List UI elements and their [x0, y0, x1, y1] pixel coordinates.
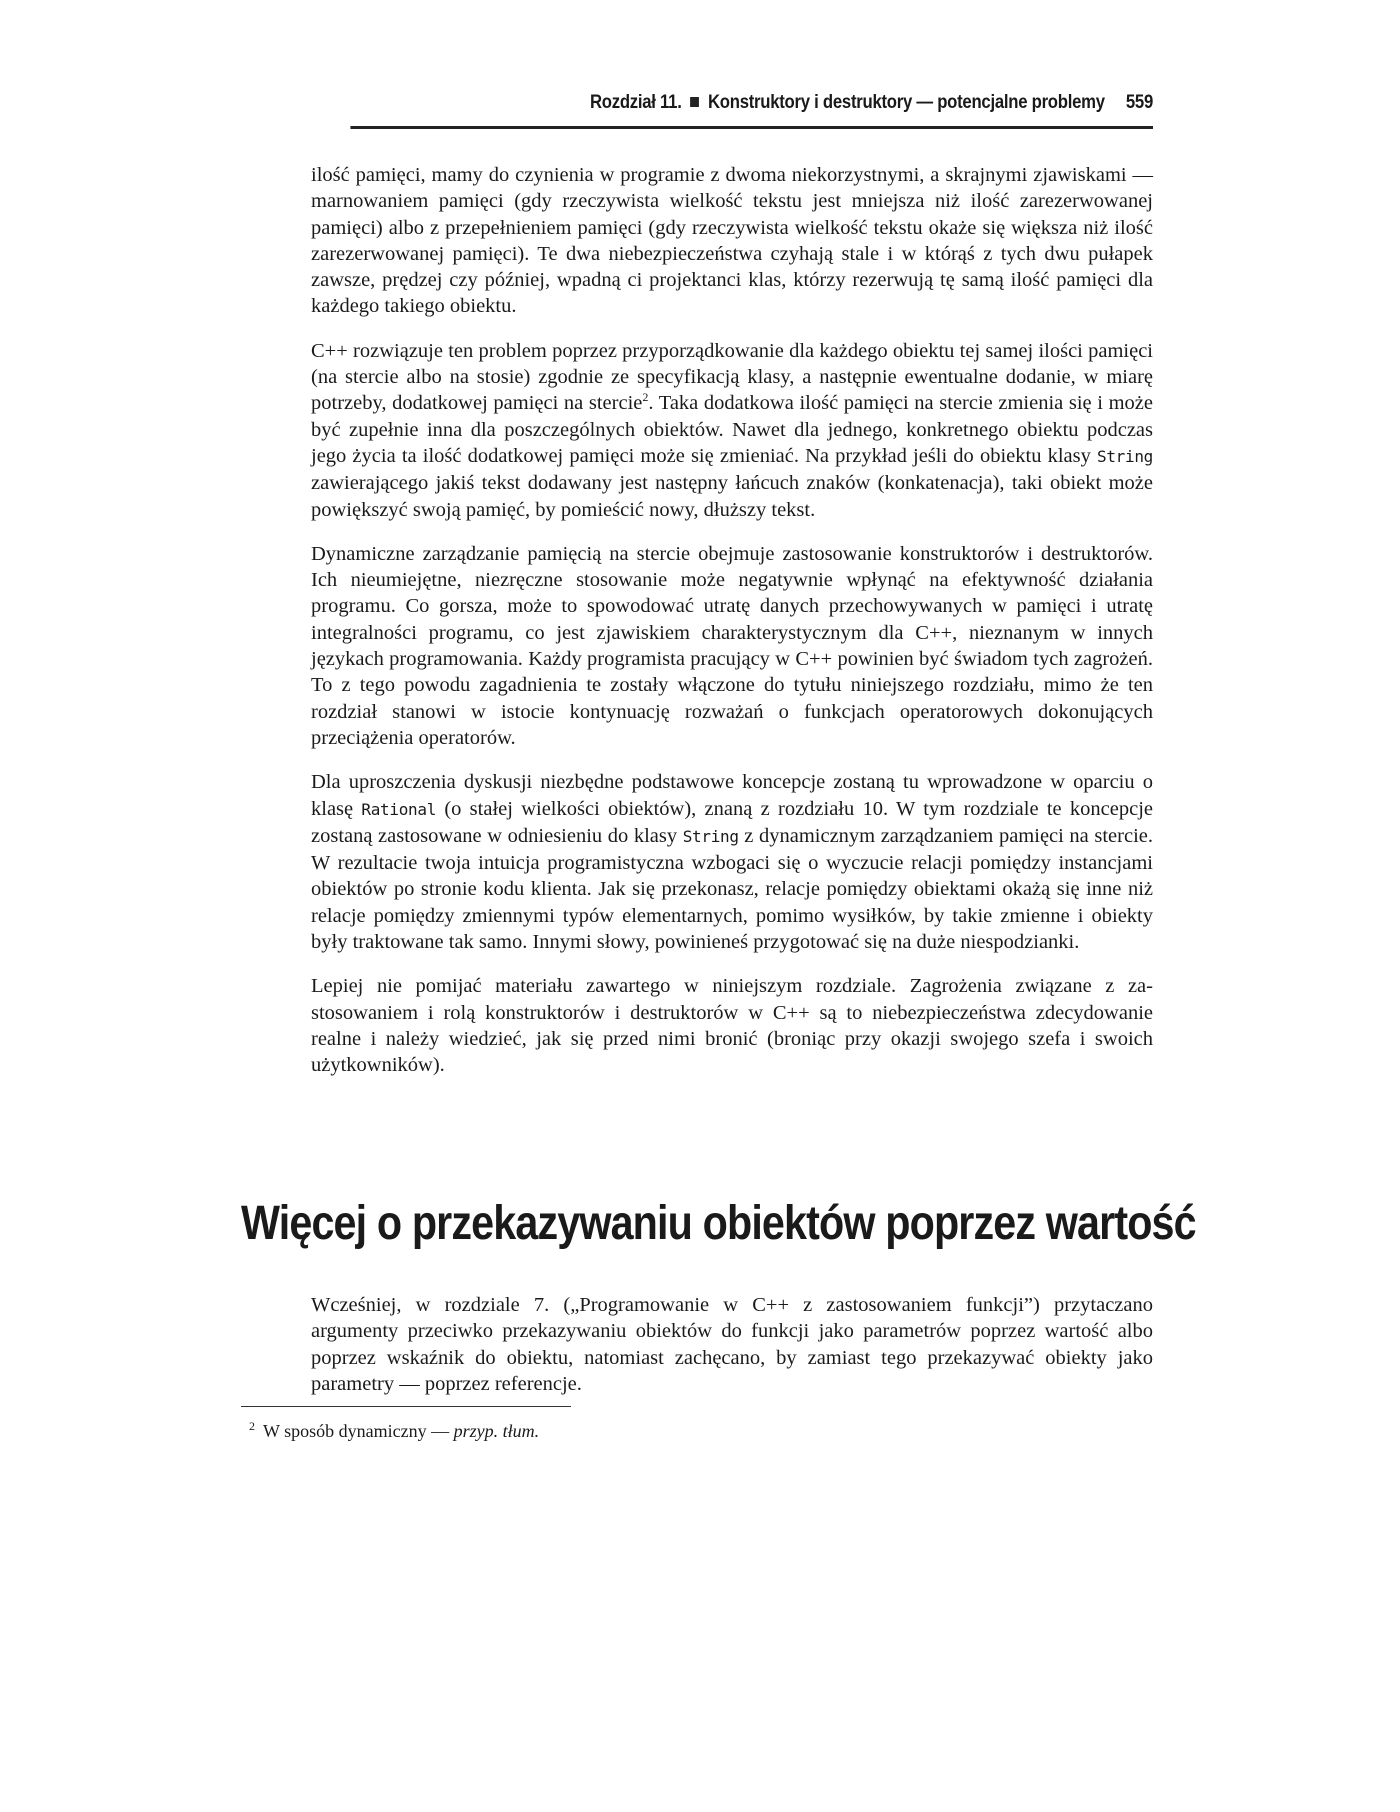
section-paragraph: Wcześniej, w rozdziale 7. („Programowanie w C++ z zastosowaniem funkcji”) przytaczano argumenty przeciwko przekazywaniu obiektów do funkcji jako parametrów poprzez wartość albo poprzez wskaźnik do obiektu, natomiast zachęcano, by zamiast tego przekazywać obiekty jako parametry — poprzez referencje.: [311, 1294, 1153, 1395]
footnote-divider: [241, 1406, 571, 1407]
footnote-note: przyp. tłum.: [453, 1421, 540, 1441]
paragraph-3: Dynamiczne zarządzanie pamięcią na stercie obejmuje zastosowanie konstruktorów i destruktorów. Ich nieumiejętne, niezręczne stosowanie może negatywnie wpłynąć na efektywność działania programu. Co gorsza, może to spowodować utratę danych przechowywanych w pamięci i utratę integralności programu, co jest zjawiskiem charakterystycznym dla C++, nieznanym w innych językach programowania. Każdy programista pracujący w C++ powinien być świadom tych zagrożeń. To z tego powodu zagadnienia te zostały włączone do tytułu niniejszego rozdziału, mimo że ten rozdział stanowi w istocie kontynuację rozważań o funkcjach operatorowych dokonujących przeciążenia operatorów.: [311, 542, 1153, 749]
page-number: 559: [1125, 92, 1153, 113]
paragraph-4-text-a: Dla uproszczenia dyskusji niezbędne podstawowe koncepcje zostaną tu wprowadzone w oparciu o klasę: [311, 771, 1153, 820]
paragraph-2: [311, 338, 1153, 523]
section-heading: Więcej o przekazywaniu obiektów poprzez wartość: [241, 1197, 1196, 1250]
running-header: [350, 92, 1153, 129]
paragraph-4: [311, 769, 1153, 955]
paragraph-2-text-c: zawierającego jakiś tekst dodawany jest następny łańcuch znaków (konkatenacja), taki obiekt może powiększyć swoją pamięć, by pomieścić nowy, dłuższy tekst.: [311, 472, 1153, 521]
paragraph-5: Lepiej nie pomijać materiału zawartego w niniejszym rozdziale. Zagrożenia związane z zastosowaniem i rolą konstruktorów i destruktorów w C++ są to niebezpieczeństwa zdecydowanie realne i należy wiedzieć, jak się przed nimi bronić (broniąc przy okazji swojego szefa i swoich użytkowników).: [311, 975, 1153, 1077]
footnote-text: W sposób dynamiczny —: [263, 1421, 454, 1441]
chapter-label: Rozdział 11.: [589, 92, 682, 113]
code-string: String: [1097, 446, 1153, 466]
body-text: [311, 162, 1153, 1097]
code-string: String: [682, 826, 739, 846]
paragraph-4-text-c: z dynamicznym zarządzaniem pamięci na stercie. W rezultacie twoja intuicja programistyczna wzbogaci się o wyczucie relacji pomiędzy instancjami obiektów po stronie kodu klienta. Jak się przekonasz, relacje pomiędzy obiektami okażą się inne niż relacje pomiędzy zmiennymi typów elementarnych, pomimo wysiłków, by takie zmienne i obiekty były traktowane tak samo. Innymi słowy, powinieneś przygotować się na duże niespodzianki.: [311, 824, 1153, 954]
footnote-number: 2: [249, 1419, 255, 1433]
footnote: [249, 1419, 539, 1442]
paragraph-2-text-a: C++ rozwiązuje ten problem poprzez przyporządkowanie dla każdego obiektu tej samej ilości pamięci (na stercie albo na stosie) zgodnie ze specyfikacją klasy, a następnie ewentualne dodanie, w miarę potrzeby, dodatkowej pamięci na stercie: [311, 339, 1153, 415]
paragraph-4-text-b: (o stałej wielkości obiektów), znaną z rozdziału 10. W tym rozdziale te koncepcje zostaną zastosowane w odniesieniu do klasy: [311, 797, 1153, 847]
footnote-ref: 2: [642, 390, 649, 405]
section-body: [311, 1292, 1153, 1397]
paragraph-2-text-b: . Taka dodatkowa ilość pamięci na stercie zmienia się i może być zupełnie inna dla poszczególnych obiektów. Nawet dla jednego, konkretnego obiektu podczas jego życia ta ilość dodatkowej pamięci może się zmieniać. Na przykład jeśli do obiektu klasy: [311, 392, 1153, 467]
paragraph-1: ilość pamięci, mamy do czynienia w programie z dwoma niekorzystnymi, a skrajnymi zjawiskami — marnowaniem pamięci (gdy rzeczywista wielkość tekstu jest mniejsza niż ilość zarezerwowanej pamięci) albo z przepełnieniem pamięci (gdy rzeczywista wielkość tekstu okaże się większa niż ilość zarezerwowanej pamięci). Te dwa niebezpieczeństwa czyhają stale i w którąś z tych dwu pułapek zawsze, prędzej czy później, wpadną ci projektanci klas, którzy rezerwują tę samą ilość pamięci dla każdego takiego obiektu.: [311, 164, 1153, 318]
chapter-title: Konstruktory i destruktory — potencjalne problemy: [707, 92, 1105, 113]
square-bullet-icon: [690, 97, 699, 107]
code-rational: Rational: [361, 799, 437, 819]
